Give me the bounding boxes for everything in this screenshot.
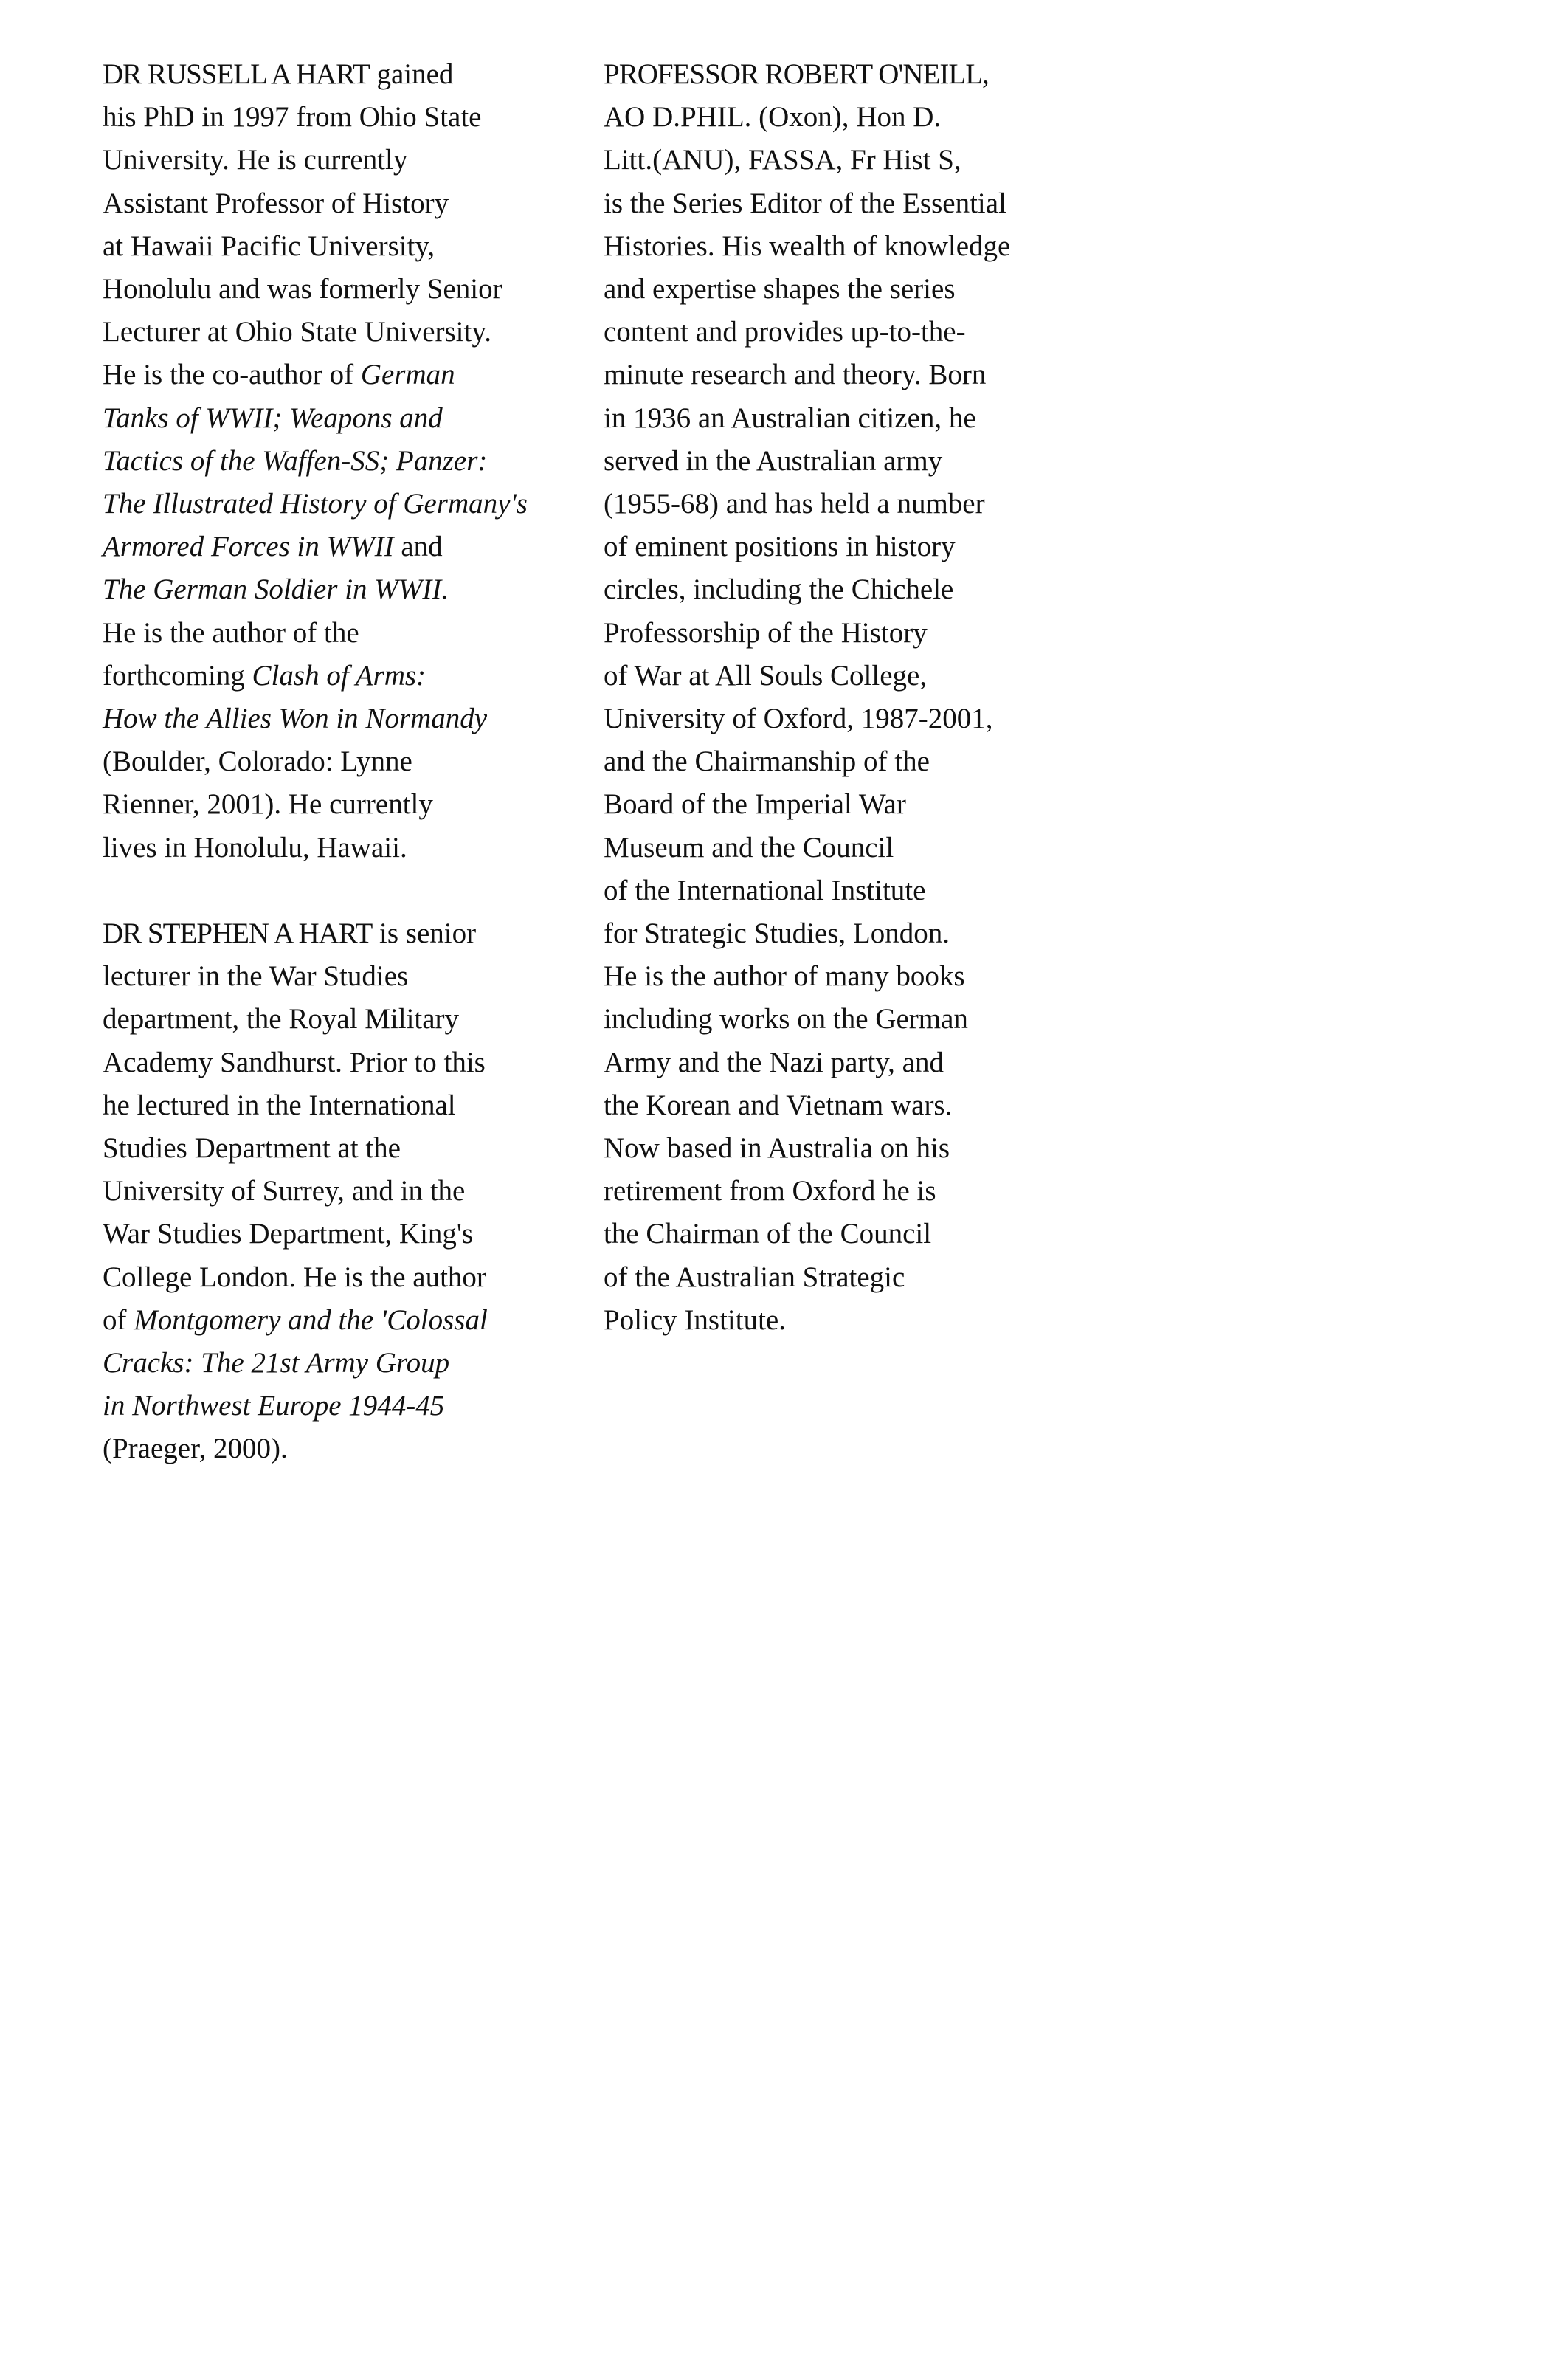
bio-robert-oneill	[604, 53, 1091, 1342]
book-title: Clash of Arms:	[252, 659, 426, 692]
text-line: He is the author of the	[103, 616, 359, 649]
book-title: The Illustrated History of Germany's	[103, 488, 528, 520]
text-line: Rienner, 2001). He currently	[103, 788, 433, 821]
text-line	[103, 53, 575, 96]
text-line: Board of the Imperial War	[604, 788, 906, 821]
text-line	[103, 526, 575, 568]
text-line: of eminent positions in history	[604, 531, 956, 563]
book-title: Armored Forces in WWII	[103, 531, 394, 563]
text-line: Academy Sandhurst. Prior to this	[103, 1046, 486, 1078]
text-line: Professorship of the History	[604, 616, 928, 649]
book-title: Tanks of WWII; Weapons and	[103, 402, 443, 434]
text-line: Assistant Professor of History	[103, 187, 449, 219]
text-segment: He is the co-author of	[103, 359, 361, 391]
text-segment: of	[103, 1303, 134, 1336]
text-segment: and	[393, 531, 443, 563]
text-line: (1955-68) and has held a number	[604, 488, 985, 520]
paragraph-gap	[103, 869, 575, 912]
text-line: Studies Department at the	[103, 1132, 401, 1165]
text-segment: gained	[369, 58, 454, 90]
text-line	[103, 1385, 575, 1427]
text-line: including works on the German	[604, 1003, 968, 1036]
left-column	[103, 53, 575, 1471]
text-line: the Chairman of the Council	[604, 1218, 932, 1250]
text-line	[103, 1299, 575, 1342]
text-line: Histories. His wealth of knowledge	[604, 230, 1011, 262]
text-line: Museum and the Council	[604, 831, 894, 864]
text-line	[103, 697, 575, 740]
text-line: minute research and theory. Born	[604, 359, 987, 391]
text-line	[103, 483, 575, 526]
text-line: Now based in Australia on his	[604, 1132, 950, 1165]
text-line: served in the Australian army	[604, 444, 943, 477]
text-line	[103, 397, 575, 440]
text-segment: forthcoming	[103, 659, 252, 692]
text-line: in 1936 an Australian citizen, he	[604, 402, 976, 434]
text-line	[103, 440, 575, 483]
bio-russell-hart	[103, 53, 575, 869]
book-title: in Northwest Europe 1944-45	[103, 1390, 445, 1422]
book-title: Cracks: The 21st Army Group	[103, 1347, 450, 1379]
text-line: AO D.PHIL. (Oxon), Hon D.	[604, 101, 942, 134]
text-line: content and provides up-to-the-	[604, 316, 966, 348]
text-line	[103, 655, 575, 697]
text-line: of War at All Souls College,	[604, 659, 928, 692]
text-segment: is senior	[372, 917, 477, 950]
text-line: Lecturer at Ohio State University.	[103, 316, 492, 348]
right-column	[604, 53, 1091, 1342]
text-line	[103, 568, 575, 611]
book-title: Tactics of the Waffen-SS; Panzer:	[103, 444, 488, 477]
text-line: is the Series Editor of the Essential	[604, 187, 1006, 219]
text-line	[103, 354, 575, 396]
text-line: at Hawaii Pacific University,	[103, 230, 435, 262]
book-title: How the Allies Won in Normandy	[103, 703, 488, 735]
author-name: DR STEPHEN A HART	[103, 917, 373, 950]
author-name: DR RUSSELL A HART	[103, 58, 370, 90]
text-line: lecturer in the War Studies	[103, 960, 409, 993]
text-line: of the International Institute	[604, 874, 926, 906]
text-line: Policy Institute.	[604, 1303, 786, 1336]
text-line: and the Chairmanship of the	[604, 745, 930, 778]
text-line: College London. He is the author	[103, 1261, 486, 1293]
text-line: He is the author of many books	[604, 960, 965, 993]
text-line: lives in Honolulu, Hawaii.	[103, 831, 407, 864]
author-name: PROFESSOR ROBERT O'NEILL,	[604, 58, 989, 90]
text-line: his PhD in 1997 from Ohio State	[103, 101, 482, 134]
text-line: Litt.(ANU), FASSA, Fr Hist S,	[604, 144, 961, 176]
text-line: (Boulder, Colorado: Lynne	[103, 745, 412, 778]
text-line: of the Australian Strategic	[604, 1261, 905, 1293]
bio-stephen-hart	[103, 912, 575, 1471]
text-line: University of Oxford, 1987-2001,	[604, 703, 993, 735]
book-title: Montgomery and the 'Colossal	[134, 1303, 488, 1336]
text-line: University. He is currently	[103, 144, 408, 176]
text-line: circles, including the Chichele	[604, 573, 954, 606]
text-line: Honolulu and was formerly Senior	[103, 273, 502, 306]
text-line: (Praeger, 2000).	[103, 1433, 288, 1465]
text-line: department, the Royal Military	[103, 1003, 460, 1036]
text-line: War Studies Department, King's	[103, 1218, 474, 1250]
text-line: the Korean and Vietnam wars.	[604, 1089, 953, 1121]
text-line: Army and the Nazi party, and	[604, 1046, 944, 1078]
text-line: University of Surrey, and in the	[103, 1175, 466, 1207]
text-line: retirement from Oxford he is	[604, 1175, 936, 1207]
book-title: German	[360, 359, 455, 391]
text-line: for Strategic Studies, London.	[604, 917, 950, 950]
text-line	[103, 912, 575, 955]
book-title: The German Soldier in WWII.	[103, 573, 449, 606]
text-line	[103, 1342, 575, 1385]
text-line: he lectured in the International	[103, 1089, 456, 1121]
text-line: and expertise shapes the series	[604, 273, 956, 306]
